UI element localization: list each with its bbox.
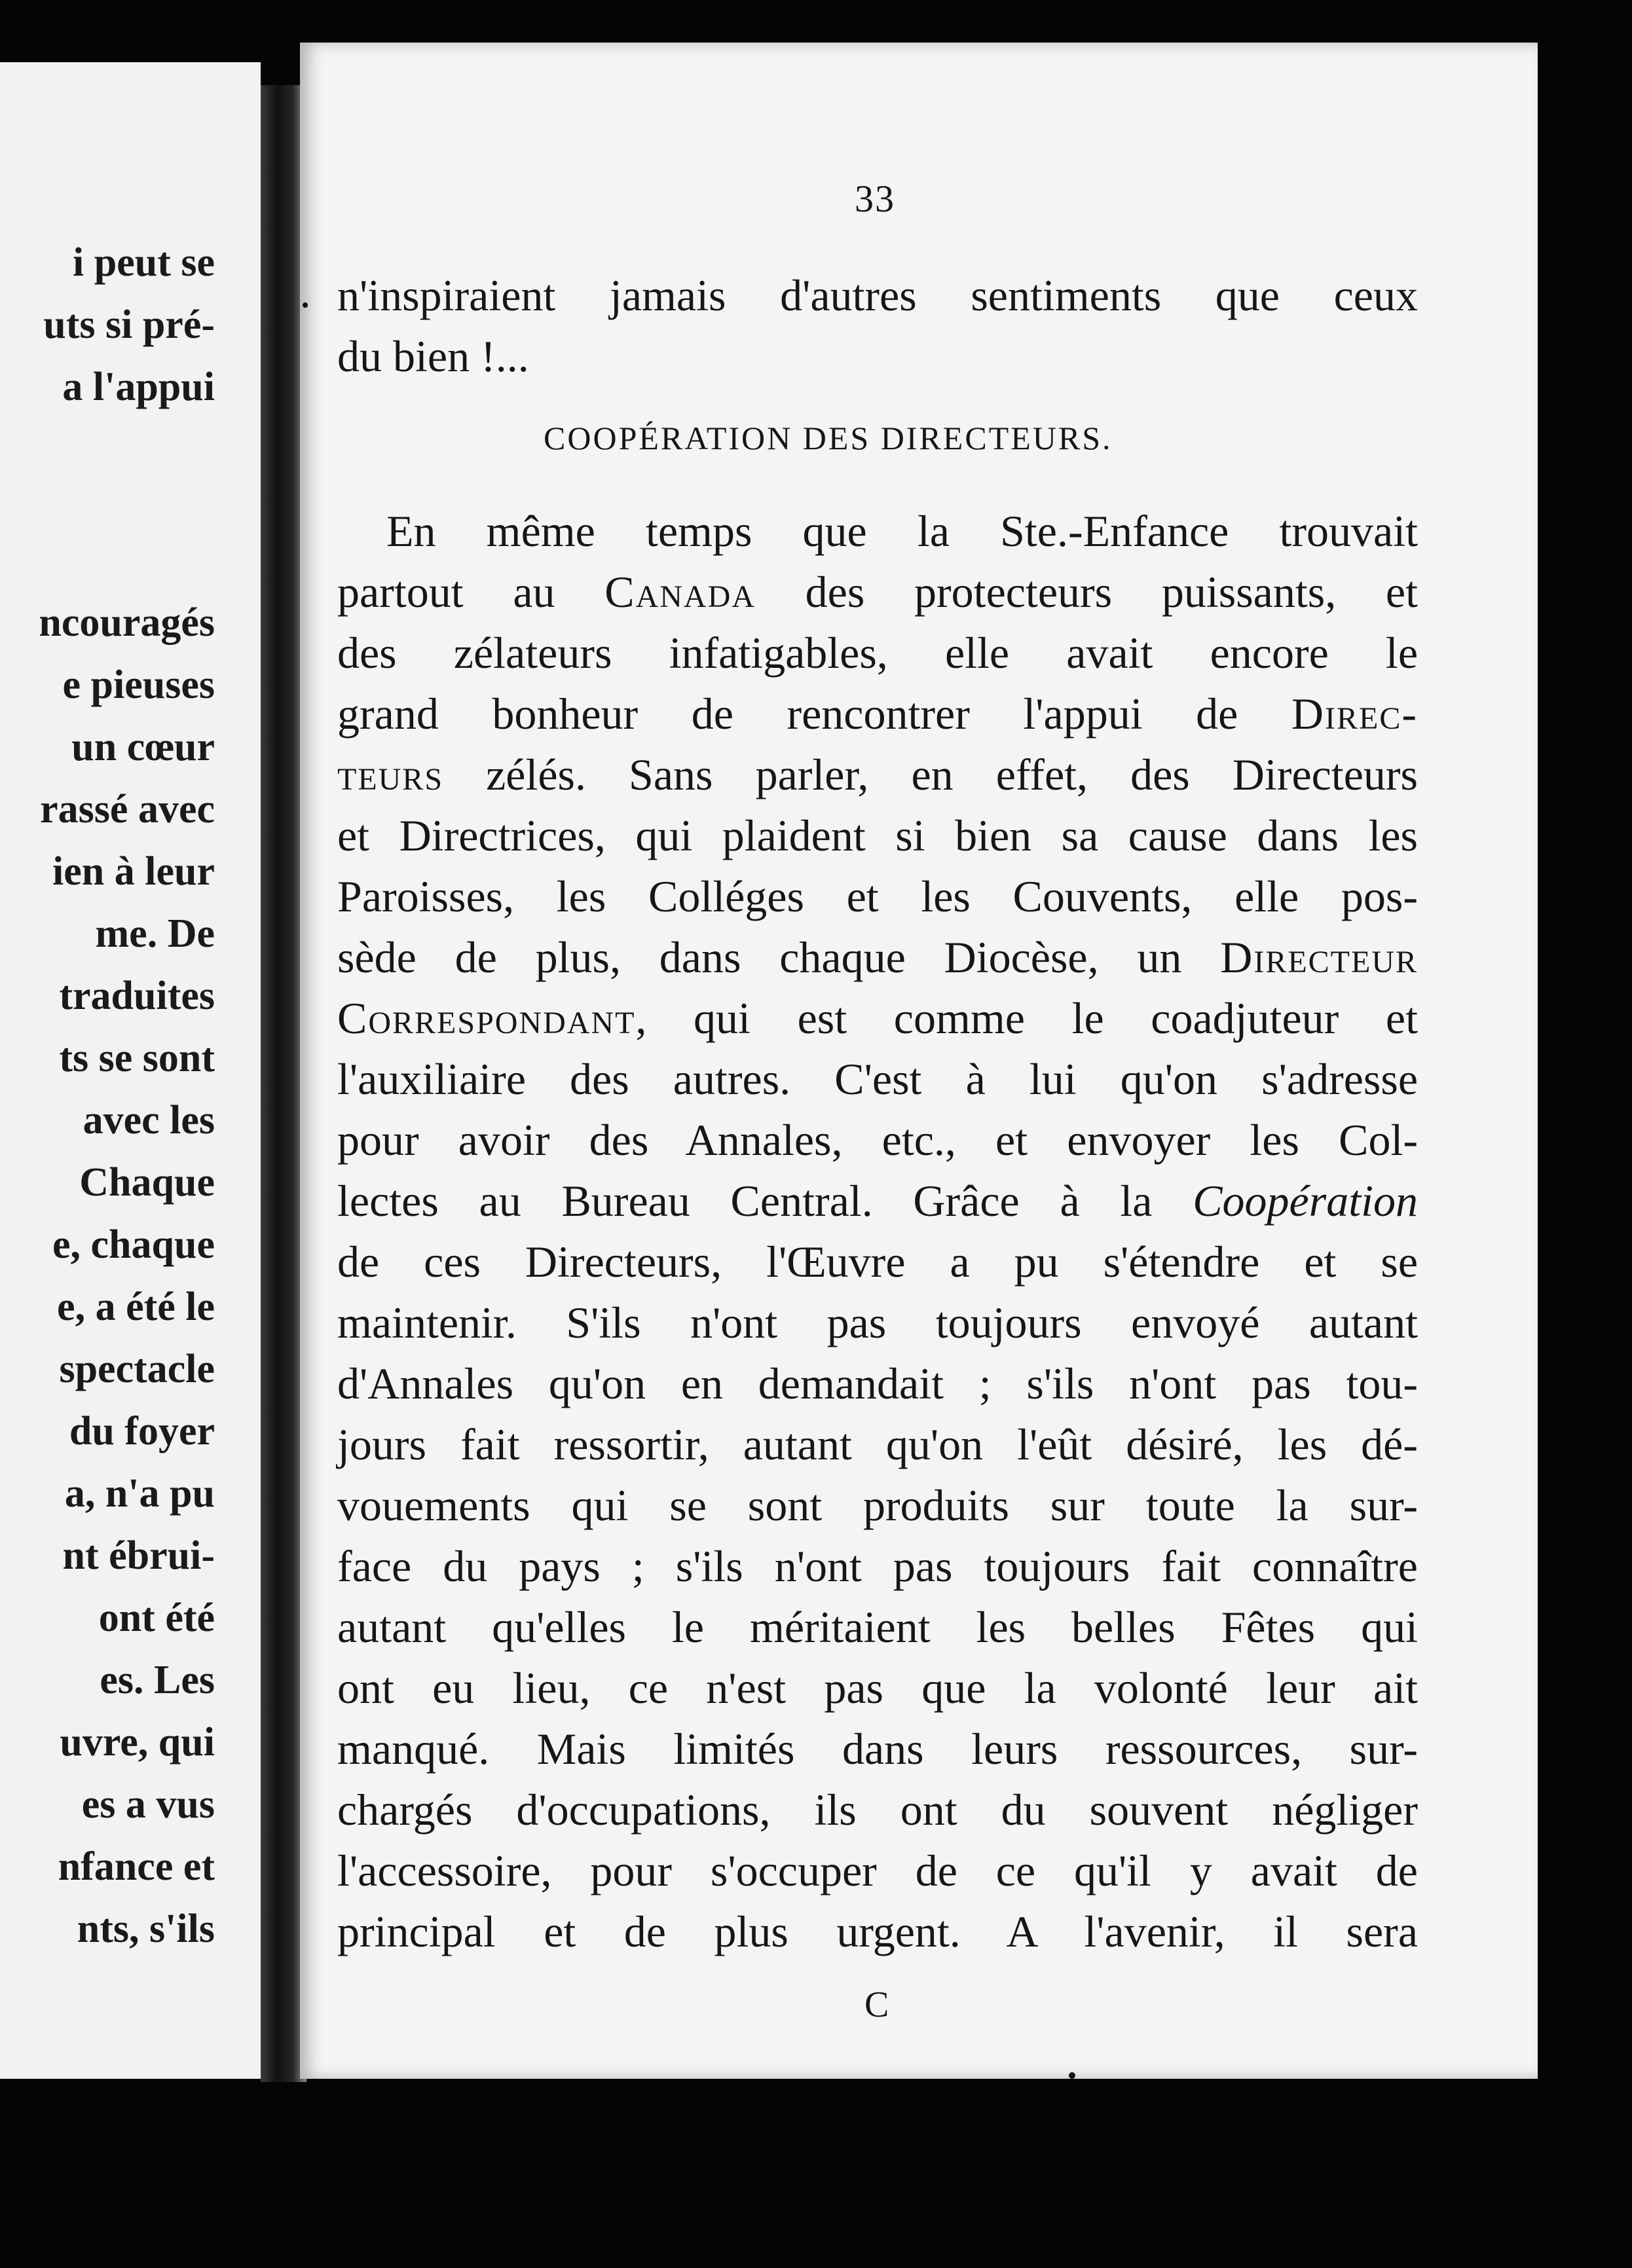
text-line [337, 1171, 1418, 1232]
text-line: ont eu lieu, ce n'est pas que la volonté leur ait [337, 1663, 1418, 1713]
small-caps-word: teurs [337, 750, 444, 799]
text-line: n'inspiraient jamais d'autres sentiments que ceux [337, 270, 1418, 320]
text-line: autant qu'elles le méritaient les belles Fêtes qui [337, 1602, 1418, 1652]
text-span: des protecteurs puissants, et [755, 567, 1418, 617]
left-page-line: ien à leur [52, 849, 215, 894]
small-caps-word: Correspondant [337, 993, 636, 1043]
left-page-line: nt ébrui- [62, 1533, 215, 1578]
text-line: d'Annales qu'on en demandait ; s'ils n'ont pas tou- [337, 1359, 1418, 1408]
left-page-line: i peut se [73, 240, 215, 285]
text-line: maintenir. S'ils n'ont pas toujours envoyé autant [337, 1298, 1418, 1347]
text-span: partout au [337, 567, 605, 617]
left-page-line: e, chaque [52, 1222, 215, 1267]
ink-speck [303, 302, 308, 308]
text-line: du bien !... [337, 331, 529, 381]
text-line [337, 744, 1418, 805]
text-line: face du pays ; s'ils n'ont pas toujours fait connaître [337, 1541, 1418, 1591]
text-line: de ces Directeurs, l'Œuvre a pu s'étendre et se [337, 1237, 1418, 1287]
small-caps-word: Direc- [1291, 689, 1418, 739]
left-page-line: ts se sont [59, 1036, 215, 1080]
small-caps-word: Canada [604, 567, 756, 617]
left-facing-page [0, 62, 261, 2079]
left-page-line: spectacle [59, 1347, 215, 1391]
left-page-line: avec les [83, 1098, 215, 1143]
left-page-line: rassé avec [40, 787, 215, 832]
text-line [337, 927, 1418, 988]
text-line [337, 988, 1418, 1049]
page-number: 33 [855, 177, 895, 220]
text-span: , qui est comme le coadjuteur et [635, 993, 1418, 1043]
text-span: lectes au Bureau Central. Grâce à la [337, 1176, 1193, 1226]
left-page-line: Chaque [79, 1160, 215, 1205]
signature-mark: C [864, 1985, 889, 2025]
ink-speck [1069, 2072, 1075, 2079]
left-page-line: a, n'a pu [64, 1471, 215, 1516]
left-page-line: uts si pré- [43, 302, 215, 347]
text-line: principal et de plus urgent. A l'avenir, il sera [337, 1907, 1418, 1956]
left-page-line: traduites [59, 974, 215, 1018]
text-span: sède de plus, dans chaque Diocèse, un [337, 932, 1221, 982]
left-page-line: nts, s'ils [77, 1907, 215, 1951]
text-line: jours fait ressortir, autant qu'on l'eût désiré, les dé- [337, 1419, 1418, 1469]
text-line [337, 562, 1418, 623]
left-page-line: ncouragés [39, 600, 215, 645]
left-page-line: ont été [98, 1596, 215, 1640]
text-line: des zélateurs infatigables, elle avait encore le [337, 628, 1418, 678]
left-page-line: un cœur [71, 725, 215, 769]
left-page-line: es. Les [100, 1658, 215, 1702]
text-line: manqué. Mais limités dans leurs ressources, sur- [337, 1724, 1418, 1774]
left-page-line: nfance et [58, 1844, 215, 1889]
text-line: chargés d'occupations, ils ont du souvent négliger [337, 1785, 1418, 1835]
small-caps-word: Directeur [1220, 932, 1418, 982]
text-line: l'auxiliaire des autres. C'est à lui qu'on s'adresse [337, 1054, 1418, 1104]
left-page-line: es a vus [81, 1782, 215, 1827]
text-line: En même temps que la Ste.-Enfance trouvait [386, 506, 1418, 556]
text-line: l'accessoire, pour s'occuper de ce qu'il y avait de [337, 1846, 1418, 1895]
text-span: grand bonheur de rencontrer l'appui de [337, 689, 1291, 739]
text-line [337, 684, 1418, 744]
text-line: pour avoir des Annales, etc., et envoyer les Col- [337, 1115, 1418, 1165]
text-line: vouements qui se sont produits sur toute la sur- [337, 1480, 1418, 1530]
italic-word: Coopération [1193, 1176, 1418, 1226]
left-page-line: e, a été le [57, 1285, 215, 1329]
text-line: et Directrices, qui plaident si bien sa cause dans les [337, 811, 1418, 860]
text-line: Paroisses, les Colléges et les Couvents, elle pos- [337, 871, 1418, 921]
left-page-line: a l'appui [62, 365, 215, 409]
text-span: zélés. Sans parler, en effet, des Directeurs [443, 750, 1418, 799]
left-page-line: uvre, qui [60, 1720, 215, 1765]
left-page-line: me. De [95, 911, 215, 956]
section-heading: COOPÉRATION DES DIRECTEURS. [544, 420, 1113, 456]
left-page-line: e pieuses [62, 663, 215, 707]
left-page-line: du foyer [69, 1409, 215, 1454]
